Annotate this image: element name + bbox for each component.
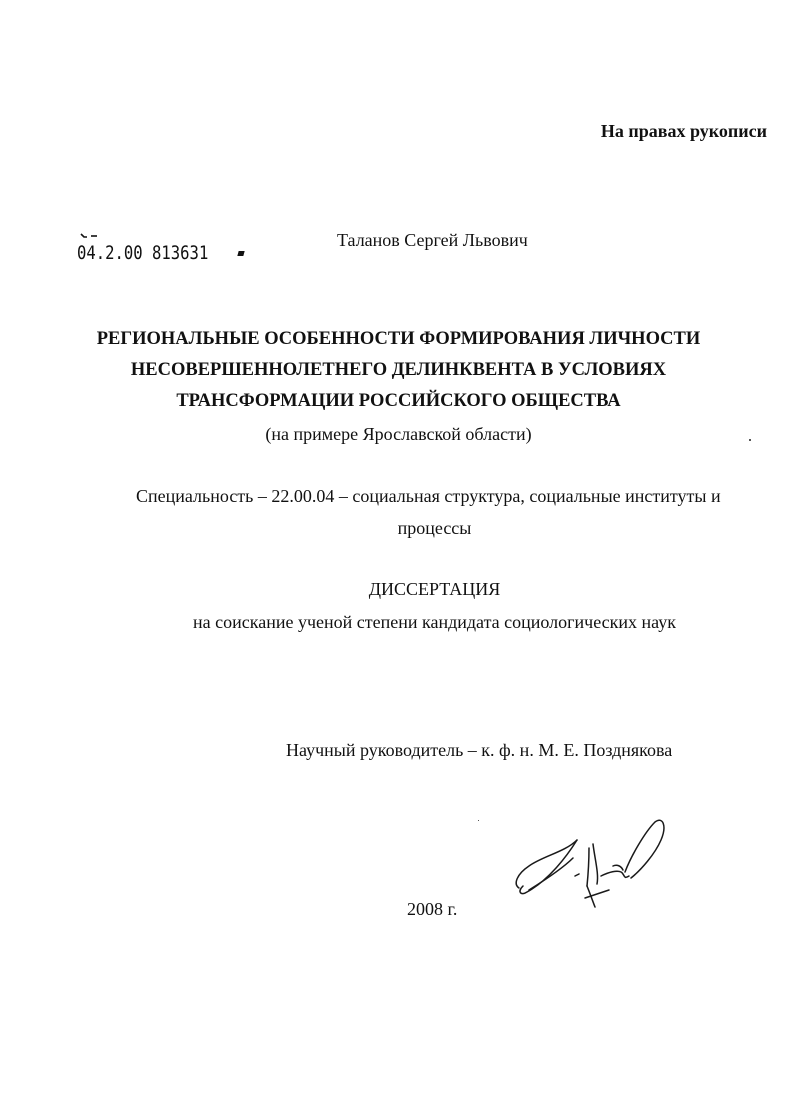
- author-name: Таланов Сергей Львович: [337, 230, 528, 250]
- work-type: ДИССЕРТАЦИЯ: [368, 579, 501, 599]
- dissertation-title: [0, 324, 797, 417]
- specialty-line-2: процессы: [397, 518, 472, 538]
- scan-speck: [749, 439, 751, 441]
- rights-notice: На правах рукописи: [600, 121, 767, 141]
- scan-speck: [478, 820, 479, 821]
- title-subtitle: (на примере Ярославской области): [265, 424, 532, 444]
- year: 2008 г.: [407, 899, 458, 919]
- signature-icon: [505, 810, 675, 915]
- stamp-dot: [237, 251, 244, 256]
- title-line-2: НЕСОВЕРШЕННОЛЕТНЕГО ДЕЛИНКВЕНТА В УСЛОВИЯХ: [130, 360, 667, 380]
- title-line-1: РЕГИОНАЛЬНЫЕ ОСОБЕННОСТИ ФОРМИРОВАНИЯ ЛИЧНОСТИ: [96, 329, 701, 349]
- library-stamp-number: 04.2.00 813631: [77, 242, 209, 264]
- title-line-3: ТРАНСФОРМАЦИИ РОССИЙСКОГО ОБЩЕСТВА: [176, 391, 621, 411]
- specialty-line-1: Специальность – 22.00.04 – социальная структура, социальные институты и: [136, 486, 721, 506]
- degree-sought: на соискание ученой степени кандидата социологических наук: [193, 612, 676, 632]
- stamp-mark-icon: [80, 233, 98, 239]
- scientific-advisor: Научный руководитель – к. ф. н. М. Е. Позднякова: [286, 740, 673, 760]
